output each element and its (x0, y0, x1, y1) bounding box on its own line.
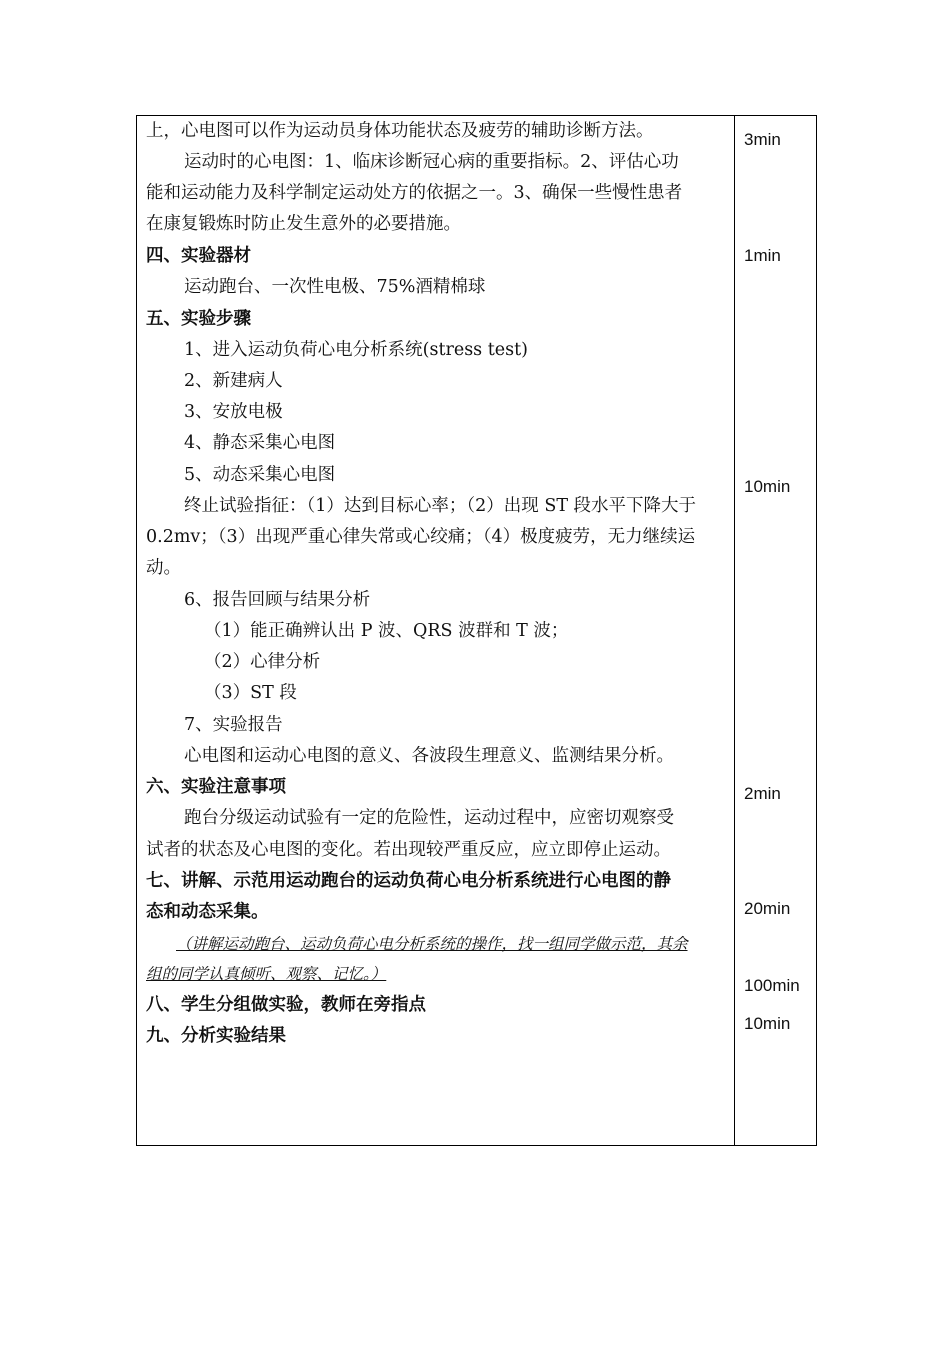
text-line: 6、报告回顾与结果分析 (184, 590, 371, 610)
text-line: 运动时的心电图：1、临床诊断冠心病的重要指标。2、评估心功 (184, 152, 679, 172)
time-label: 10min (744, 1014, 791, 1033)
text-line: （讲解运动跑台、运动负荷心电分析系统的操作，找一组同学做示范，其余 (176, 935, 688, 953)
text-line: 八、学生分组做实验，教师在旁指点 (146, 995, 426, 1015)
time-label: 10min (744, 477, 791, 496)
text-line: 试者的状态及心电图的变化。若出现较严重反应，应立即停止运动。 (146, 840, 671, 860)
time-label: 20min (744, 899, 791, 918)
text-line: 七、讲解、示范用运动跑台的运动负荷心电分析系统进行心电图的静 (146, 871, 671, 891)
text-line: 在康复锻炼时防止发生意外的必要措施。 (146, 214, 461, 234)
text-line: 运动跑台、一次性电极、75%酒精棉球 (184, 277, 486, 297)
text-line: 0.2mv；（3）出现严重心律失常或心绞痛；（4）极度疲劳，无力继续运 (146, 527, 696, 547)
text-line: 上，心电图可以作为运动员身体功能状态及疲劳的辅助诊断方法。 (146, 121, 654, 141)
text-line: 心电图和运动心电图的意义、各波段生理意义、监测结果分析。 (184, 746, 674, 766)
text-line: 能和运动能力及科学制定运动处方的依据之一。3、确保一些慢性患者 (146, 183, 683, 203)
text-line: 六、实验注意事项 (146, 777, 286, 797)
text-line: 五、实验步骤 (146, 309, 251, 329)
text-line: 九、分析实验结果 (146, 1026, 286, 1046)
text-line: （1）能正确辨认出 P 波、QRS 波群和 T 波； (204, 621, 569, 641)
column-divider (734, 115, 735, 1146)
text-line: 跑台分级运动试验有一定的危险性，运动过程中，应密切观察受 (184, 808, 674, 828)
time-label: 3min (744, 130, 781, 149)
text-line: 组的同学认真倾听、观察、记忆。） (146, 965, 387, 983)
text-line: 四、实验器材 (146, 246, 251, 266)
time-label: 100min (744, 976, 800, 995)
text-line: 7、实验报告 (184, 715, 283, 735)
text-line: 动。 (146, 558, 181, 578)
text-line: 2、新建病人 (184, 371, 283, 391)
text-line: （3）ST 段 (204, 683, 297, 703)
time-label: 2min (744, 784, 781, 803)
text-line: 终止试验指征：（1）达到目标心率；（2）出现 ST 段水平下降大于 (184, 496, 697, 516)
text-line: 态和动态采集。 (146, 902, 269, 922)
text-line: 1、进入运动负荷心电分析系统(stress test) (184, 340, 528, 360)
time-label: 1min (744, 246, 781, 265)
text-line: 3、安放电极 (184, 402, 283, 422)
text-line: （2）心律分析 (204, 652, 321, 672)
text-line: 4、静态采集心电图 (184, 433, 336, 453)
text-line: 5、动态采集心电图 (184, 465, 336, 485)
